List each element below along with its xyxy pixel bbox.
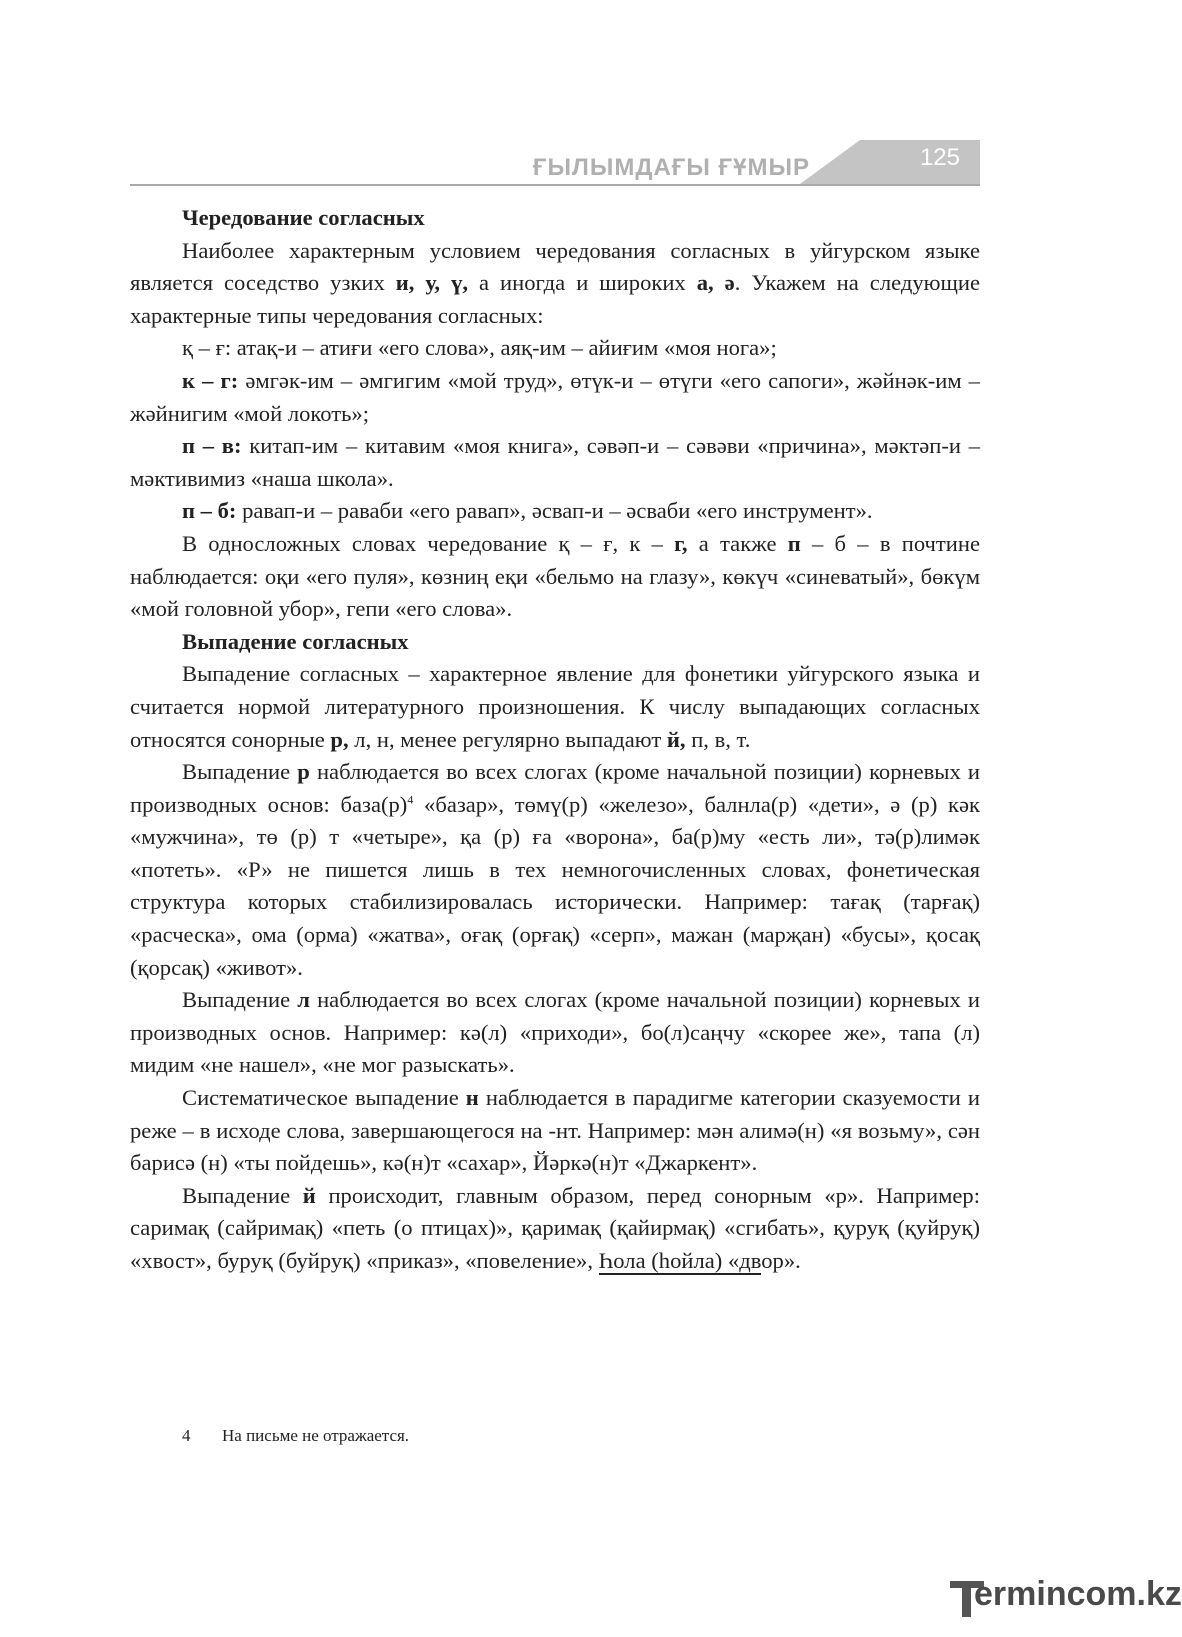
paragraph (130, 1082, 980, 1180)
footnote (182, 1424, 409, 1448)
text-run: происходит, главным образом, перед сонорным «р». Например: саримақ (сайримақ) «петь (о птицах)», қаримақ (қайирмақ) «сгибать», қуруқ (қуйруқ) «хвост», буруқ (буйруқ) «приказ», «повеление», (130, 1182, 980, 1273)
example-line (130, 495, 980, 528)
text-run: наблюдается в парадигме категории сказуемости и реже – в исходе слова, завершающегося на -нт. Например: мән алимә(н) «я возьму», сән барисә (н) «ты пойдешь», кә(н)т «сахар», Йәркә(н)т «Джаркент». (130, 1085, 980, 1176)
text-run: Выпадение (182, 1182, 303, 1208)
bold-run: п (787, 530, 801, 556)
section-heading-alternation: Чередование согласных (182, 205, 425, 230)
text-run: В односложных словах чередование қ – ғ, к – (182, 530, 675, 556)
paragraph (130, 528, 980, 626)
text-run: Выпадение согласных – характерное явление для фонетики уйгурского языка и считается нормой литературного произношения. К числу выпадающих согласных относятся сонорные (130, 661, 980, 752)
text-run: равап-и – раваби «его равап», әсвап-и – әсваби «его инструмент». (236, 498, 873, 524)
bold-run: й, (666, 726, 686, 752)
text-run: Наиболее характерным условием чередования согласных в уйгурском языке является соседство узких (130, 237, 980, 296)
footnote-text: На письме не отражается. (222, 1426, 410, 1445)
watermark-logo (950, 1575, 1182, 1621)
text-run: . Укажем на следующие характерные типы чередования согласных: (130, 270, 981, 328)
bold-run: р (297, 759, 310, 785)
text-run: әмгәк-им – әмгигим «мой труд», өтүк-и – өтүги «его сапоги», жәйнәк-им – жәйнигим «мой локоть»; (130, 367, 980, 426)
text-run: л, н, менее регулярно выпадают (348, 726, 667, 752)
text-run: «базар», төмү(р) «железо», балнла(р) «дети», ә (р) кәк «мужчина», тө (р) т «четыре», қа (р) ға «ворона», ба(р)му «есть ли», тә(р)лимәк «потеть». «Р» не пишется лишь в тех немногочисленных словах, фонетическая структура которых стабилизировалась исторически. Например: тағақ (тарғақ) «расческа», ома (орма) «жатва», оғақ (орғақ) «серп», мажан (марҗан) «бусы», қосақ (қорсақ) «живот». (130, 791, 981, 980)
bold-run: п – в: (182, 433, 242, 459)
text-run: наблюдается во всех слогах (кроме начальной позиции) корневых и производных основ. Например: кә(л) «приходи», бо(л)саңчу «скорее же», тапа (л) мидим «не нашел», «не мог разыскать». (130, 987, 981, 1078)
footnote-ref[interactable]: 4 (407, 792, 414, 807)
text-run: ор». (761, 1248, 801, 1273)
bold-run: г, (674, 530, 688, 556)
paragraph (130, 1180, 980, 1278)
paragraph (130, 235, 980, 333)
paragraph (130, 658, 980, 756)
bold-run: а, ә (696, 270, 735, 296)
underlined-run: Һола (һойла) «дв (598, 1248, 762, 1273)
page-number: 125 (919, 144, 960, 171)
bold-run: й (302, 1182, 316, 1208)
text-run: а также (687, 530, 788, 556)
header-rule (130, 184, 980, 186)
paragraph (130, 984, 980, 1082)
footnote-number: 4 (182, 1426, 191, 1445)
text-run: Выпадение (182, 759, 298, 785)
running-header (130, 140, 980, 188)
text-run: Систематическое выпадение (182, 1085, 466, 1111)
example-line (130, 430, 980, 495)
text-run: Выпадение (182, 987, 298, 1013)
logo-t-stem (962, 1581, 971, 1617)
example-line (130, 365, 980, 430)
text-run: п, в, т. (685, 726, 751, 752)
bold-run: р, (330, 726, 349, 752)
bold-run: н (465, 1085, 479, 1111)
watermark-text: ermincom.kz (974, 1575, 1182, 1613)
example-line: қ – ғ: атақ-и – атиғи «его слова», аяқ-им – айиғим «моя нога»; (182, 335, 777, 361)
page-body (130, 202, 980, 1278)
running-title: ҒЫЛЫМДАҒЫ ҒҰМЫР (532, 154, 810, 181)
section-heading-elision: Выпадение согласных (182, 628, 409, 654)
text-run: а иногда и широких (468, 270, 697, 296)
text-run: – б – в почтине наблюдается: оқи «его пуля», көзниң еқи «бельмо на глазу», көкүч «синеватый», бөкүм «мой головной убор», гепи «его слова». (130, 530, 980, 622)
paragraph (130, 756, 980, 984)
bold-run: п – б: (182, 498, 237, 524)
bold-run: л (297, 987, 310, 1013)
text-run: наблюдается во всех слогах (кроме начальной позиции) корневых и производных основ: база(р) (130, 759, 980, 817)
text-run: китап-им – китавим «моя книга», сәвәп-и – сәвәви «причина», мәктәп-и – мәктивимиз «наша школа». (130, 433, 980, 491)
bold-run: к – г: (182, 367, 239, 393)
bold-run: и, у, ү, (395, 270, 469, 296)
